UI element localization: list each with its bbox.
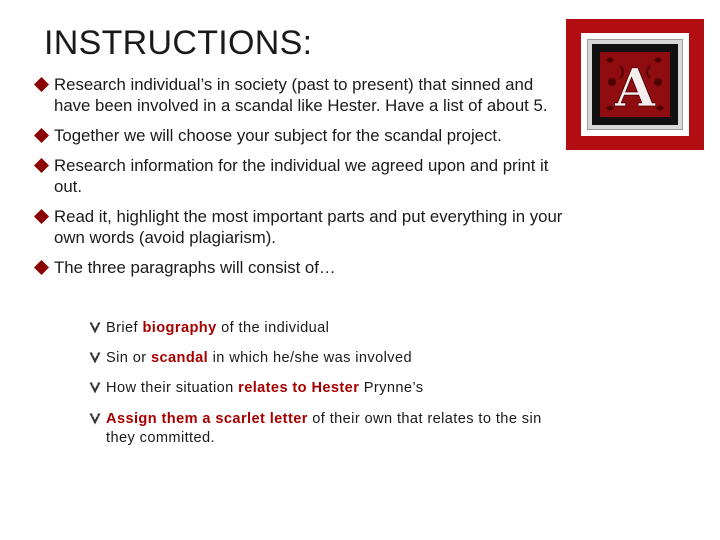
diamond-bullet-icon bbox=[34, 77, 49, 92]
sub-text-plain: in which he/she was involved bbox=[208, 350, 412, 366]
diamond-bullet-icon bbox=[34, 260, 49, 275]
sub-item-scarlet-letter bbox=[88, 410, 568, 447]
sub-item-biography bbox=[88, 319, 568, 338]
bullet-item bbox=[34, 74, 574, 116]
sub-text-plain: of their own that relates to the sin they committed. bbox=[106, 411, 542, 446]
sub-item-hester bbox=[88, 379, 568, 398]
diamond-bullet-icon bbox=[34, 128, 49, 143]
bullet-item bbox=[34, 125, 574, 146]
diamond-bullet-icon bbox=[34, 158, 49, 173]
bullet-list bbox=[34, 74, 574, 287]
bullet-item bbox=[34, 206, 574, 248]
sub-bullet-item bbox=[88, 319, 568, 338]
scarlet-letter-a-icon bbox=[600, 52, 670, 117]
sub-text-plain: of the individual bbox=[216, 320, 330, 336]
bullet-item bbox=[34, 257, 574, 278]
bullet-text: Read it, highlight the most important parts and put everything in your own words (avoid plagiarism). bbox=[54, 207, 563, 247]
logo-red-panel bbox=[600, 52, 670, 117]
sub-bullet-item bbox=[88, 379, 568, 398]
sub-text-plain: Brief bbox=[106, 320, 143, 336]
title-text: INSTRUCTIONS bbox=[44, 24, 303, 62]
sub-bullet-item bbox=[88, 349, 568, 368]
bullet-text: Together we will choose your subject for the scandal project. bbox=[54, 126, 502, 145]
bullet-text: The three paragraphs will consist of… bbox=[54, 258, 336, 277]
sub-text-highlight: biography bbox=[142, 320, 217, 336]
slide-title bbox=[44, 24, 312, 63]
sub-text-highlight: relates to Hester bbox=[238, 380, 360, 396]
bullet-item bbox=[34, 155, 574, 197]
diamond-bullet-icon bbox=[34, 209, 49, 224]
v-check-icon bbox=[88, 412, 102, 426]
v-check-icon bbox=[88, 381, 102, 395]
logo-letter: A bbox=[614, 58, 656, 117]
sub-text-plain: Prynne’s bbox=[359, 380, 424, 396]
sub-text-highlight: Assign them a scarlet letter bbox=[106, 411, 308, 427]
sub-text-plain: How their situation bbox=[106, 380, 239, 396]
sub-bullet-item bbox=[88, 410, 568, 447]
sub-item-scandal bbox=[88, 349, 568, 368]
bullet-text: Research individual’s in society (past to present) that sinned and have been involved in a scandal like Hester. Have a list of about 5. bbox=[54, 75, 548, 115]
v-check-icon bbox=[88, 321, 102, 335]
scarlet-letter-image bbox=[566, 19, 704, 150]
sub-text-highlight: scandal bbox=[150, 350, 209, 366]
sub-text-plain: Sin or bbox=[106, 350, 151, 366]
v-check-icon bbox=[88, 351, 102, 365]
title-colon: : bbox=[302, 24, 313, 62]
bullet-text: Research information for the individual we agreed upon and print it out. bbox=[54, 156, 549, 196]
